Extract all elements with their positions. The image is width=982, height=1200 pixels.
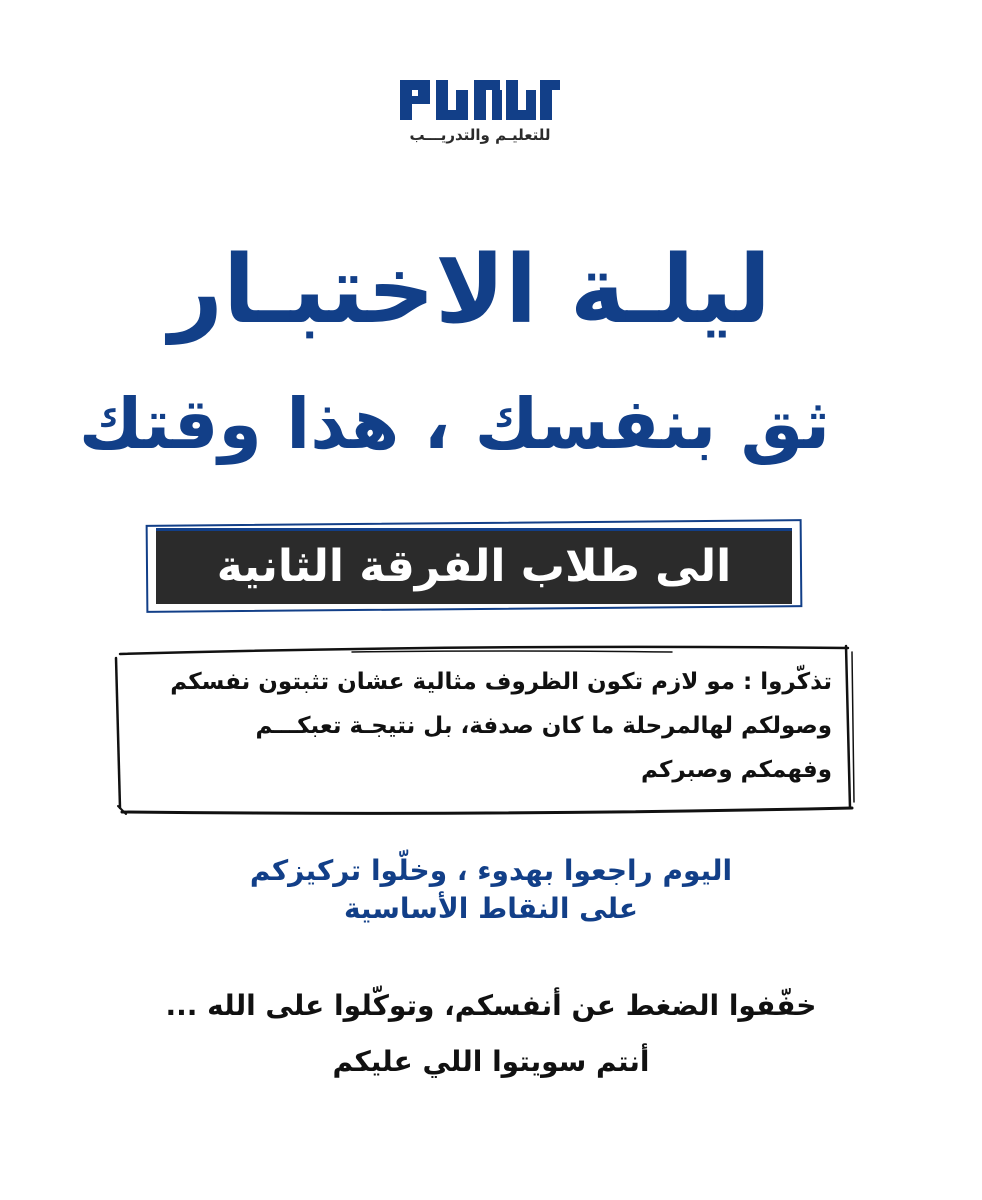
reminder-line-3: وفهمكم وصبركم — [640, 757, 832, 783]
closing-line-1: خفّفوا الضغط عن أنفسكم، وتوكّلوا على الله ... — [165, 989, 817, 1022]
reminder-line-2: وصولكم لهالمرحلة ما كان صدفة، بل نتيجـة تعبكـــم — [255, 713, 832, 739]
reminder-line-1: تذكّروا : مو لازم تكون الظروف مثالية عشان تثبتون نفسكم — [170, 669, 832, 695]
reminder-text — [142, 660, 832, 792]
banner-box — [156, 528, 792, 604]
page-title: ليلـة الاختبـار — [168, 236, 772, 345]
audience-banner — [146, 520, 806, 612]
brand-logo — [398, 76, 562, 150]
advice-line-2: على النقاط الأساسية — [343, 892, 639, 925]
advice-message — [200, 852, 782, 928]
page-subtitle: ثق بنفسك ، هذا وقتك — [78, 383, 830, 465]
logo-subtitle: للتعليـم والتدريـــب — [409, 126, 551, 144]
advice-line-1: اليوم راجعوا بهدوء ، وخلّوا تركيزكم — [249, 854, 733, 887]
logo-mark-icon — [398, 76, 562, 122]
banner-text: الى طلاب الفرقة الثانية — [216, 541, 732, 592]
closing-line-2: أنتم سويتوا اللي عليكم — [332, 1045, 650, 1078]
reminder-box — [112, 640, 860, 820]
closing-message — [150, 978, 832, 1090]
